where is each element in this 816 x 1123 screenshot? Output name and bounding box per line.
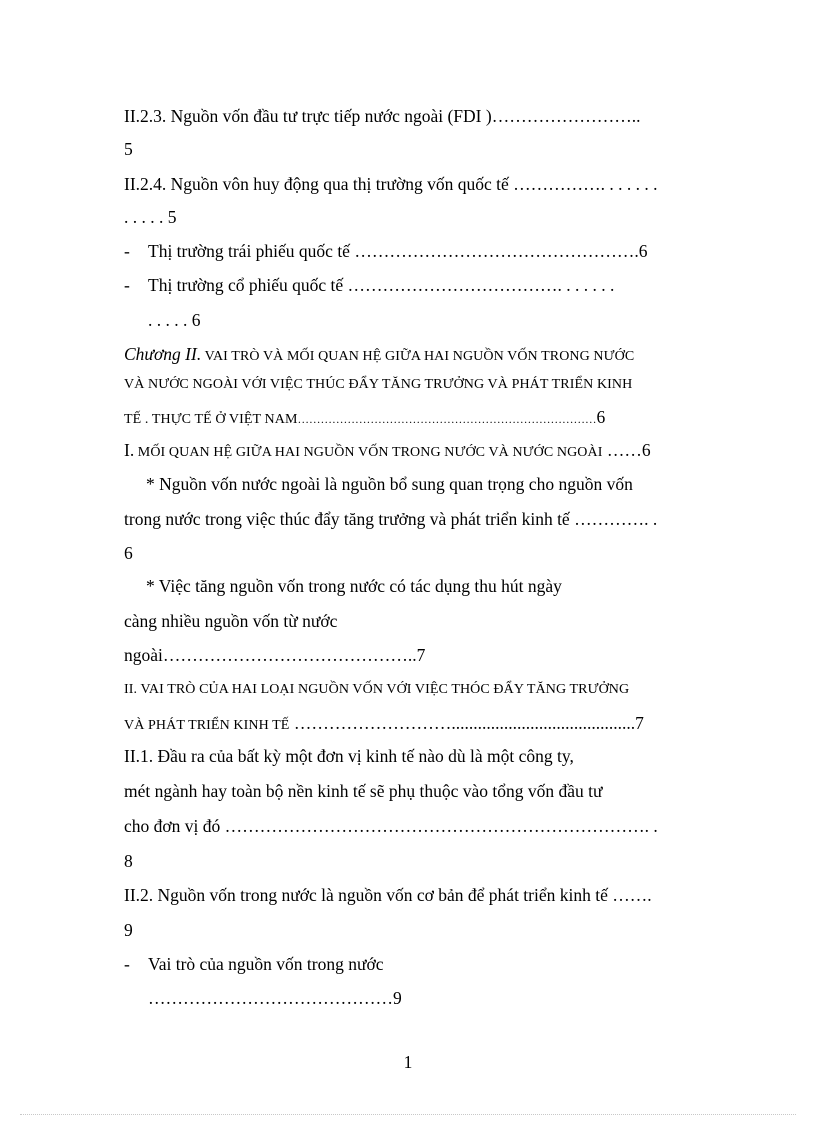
toc-domestic-basic-page: 9 (124, 920, 133, 940)
toc-fdi-page: 5 (124, 139, 133, 159)
toc-bond-text: Thị trường trái phiếu quốc tế ………………………………………….6 (148, 241, 648, 261)
toc-chapter2-line1 (124, 346, 634, 364)
bullet-dash: - (124, 275, 130, 295)
toc-domestic-role-line1 (124, 956, 384, 974)
toc-role-title-part2: VÀ PHÁT TRIỂN KINH TẾ (124, 718, 290, 733)
toc-chapter2-line2: VÀ NƯỚC NGOÀI VỚI VIỆC THÚC ĐẨY TĂNG TRƯỞNG VÀ PHÁT TRIỂN KINH (124, 377, 633, 392)
toc-output-page: 8 (124, 851, 133, 871)
page-number: 1 (403, 1052, 413, 1072)
bullet-dash: - (124, 241, 130, 261)
toc-relation-text: MỐI QUAN HỆ GIỮA HAI NGUỒN VỐN TRONG NƯỚC VÀ NƯỚC NGOÀI (134, 445, 603, 460)
toc-domestic-role-text: Vai trò của nguồn vốn trong nước (148, 954, 384, 974)
chapter-title-part3: TẾ . THỰC TẾ Ở VIỆT NAM (124, 412, 298, 427)
toc-bond (124, 243, 647, 261)
toc-relation (124, 442, 651, 460)
chapter-leader-dots: …………………………………………………………………… (297, 414, 597, 426)
toc-relation-dots: ……6 (602, 440, 651, 460)
toc-stock-line (124, 277, 614, 295)
toc-stock-cont: . . . . . 6 (148, 310, 201, 330)
toc-stock-text: Thị trường cổ phiếu quốc tế ………………………………. . . . . . . (148, 275, 615, 295)
toc-relation-num: I. (124, 440, 135, 460)
toc-output-line1: II.1. Đầu ra của bất kỳ một đơn vị kinh tế nào dù là một công ty, (124, 746, 574, 766)
toc-intl-market-text: II.2.4. Nguồn vôn huy động qua thị trường vốn quốc tế ……………. . . . . . . (124, 174, 658, 194)
toc-role-line2 (124, 715, 644, 733)
toc-domestic-increase-line1: * Việc tăng nguồn vốn trong nước có tác dụng thu hút ngày (146, 576, 562, 596)
toc-domestic-increase-line3: ngoài……………………………………..7 (124, 645, 426, 665)
chapter-prefix: Chương II. (124, 344, 202, 364)
bullet-dash: - (124, 954, 130, 974)
toc-chapter2-line3 (124, 409, 605, 427)
chapter-title-part1: VAI TRÒ VÀ MỐI QUAN HỆ GIỮA HAI NGUỒN VỐN TRONG NƯỚC (201, 349, 635, 364)
toc-foreign-line1: * Nguồn vốn nước ngoài là nguồn bổ sung quan trọng cho nguồn vốn (146, 474, 633, 494)
toc-intl-market-cont: . . . . . 5 (124, 207, 177, 227)
toc-domestic-role-line2: ……………………………………9 (148, 988, 402, 1008)
toc-fdi-text: II.2.3. Nguồn vốn đầu tư trực tiếp nước ngoài (FDI )…………………….. (124, 106, 641, 126)
toc-domestic-increase-line2: càng nhiều nguồn vốn từ nước (124, 611, 338, 631)
toc-foreign-page: 6 (124, 543, 133, 563)
toc-role-line1: II. VAI TRÒ CỦA HAI LOẠI NGUỒN VỐN VỚI VIỆC THÓC ĐẨY TĂNG TRƯỞNG (124, 682, 630, 697)
toc-output-line3: cho đơn vị đó ………………………………………………………………. . (124, 816, 658, 836)
toc-output-line2: mét ngành hay toàn bộ nền kinh tế sẽ phụ thuộc vào tổng vốn đầu tư (124, 781, 603, 801)
toc-foreign-line2: trong nước trong việc thúc đẩy tăng trưởng và phát triển kinh tế …………. . (124, 509, 658, 529)
chapter-page: 6 (596, 407, 606, 427)
page-bottom-divider (20, 1114, 796, 1115)
toc-role-dots: ………………………..........................................7 (289, 713, 644, 733)
toc-domestic-basic-line1: II.2. Nguồn vốn trong nước là nguồn vốn cơ bản để phát triển kinh tế ……. (124, 885, 652, 905)
